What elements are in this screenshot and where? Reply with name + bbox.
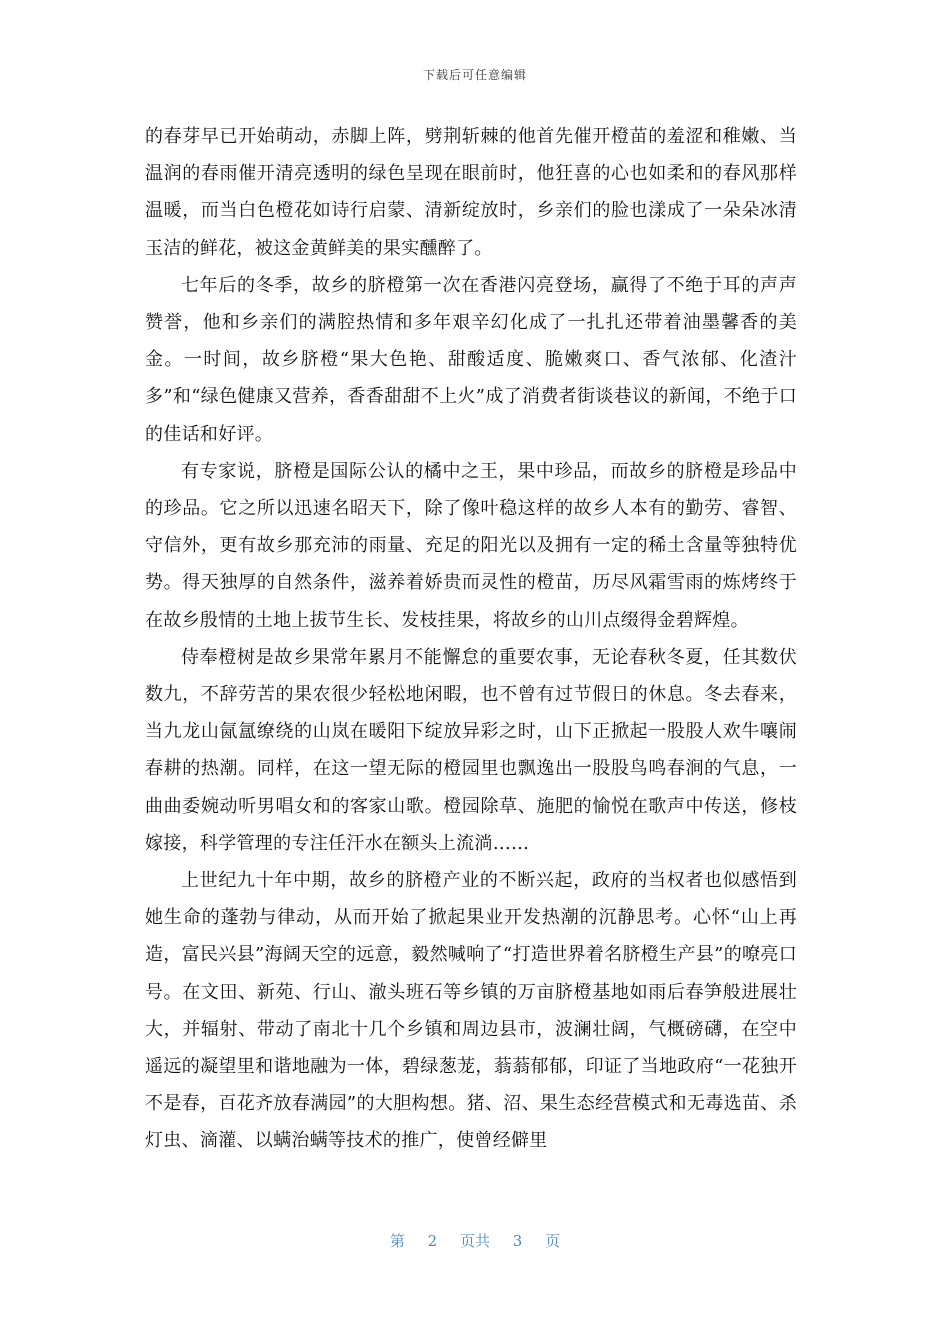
page-footer <box>0 1230 950 1251</box>
paragraph-5: 上世纪九十年中期，故乡的脐橙产业的不断兴起，政府的当权者也似感悟到她生命的蓬勃与律动，从而开始了掀起果业开发热潮的沉静思考。心怀“山上再造，富民兴县”海阔天空的远意，毅然喊响了“打造世界着名脐橙生产县”的嘹亮口号。在文田、新苑、行山、澈头班石等乡镇的万亩脐橙基地如雨后春笋般进展壮大，并辐射、带动了南北十几个乡镇和周边县市，波澜壮阔，气概磅礴，在空中遥远的凝望里和谐地融为一体，碧绿葱茏，蓊蓊郁郁，印证了当地政府“一花独开不是春，百花齐放春满园”的大胆构想。猪、沼、果生态经营模式和无毒选苗、杀灯虫、滴灌、以螨治螨等技术的推广，使曾经僻里 <box>145 870 797 1152</box>
footer-page-of-total-label: 页共 <box>459 1232 490 1250</box>
paragraph-4: 侍奉橙树是故乡果常年累月不能懈怠的重要农事，无论春秋冬夏，任其数伏数九，不辞劳苦的果农很少轻松地闲暇，也不曾有过节假日的休息。冬去春来，当九龙山氤氲缭绕的山岚在暖阳下绽放异彩之时，山下正掀起一股股人欢牛嚷闹春耕的热潮。同样，在这一望无际的橙园里也飘逸出一股股鸟鸣春涧的气息，一曲曲委婉动听男唱女和的客家山歌。橙园除草、施肥的愉悦在歌声中传送，修枝嫁接，科学管理的专注任汗水在额头上流淌…… <box>145 646 797 854</box>
paragraph-1: 的春芽早已开始萌动，赤脚上阵，劈荆斩棘的他首先催开橙苗的羞涩和稚嫩、当温润的春雨催开清亮透明的绿色呈现在眼前时，他狂喜的心也如柔和的春风那样温暖，而当白色橙花如诗行启蒙、清新绽放时，乡亲们的脸也漾成了一朵朵冰清玉洁的鲜花，被这金黄鲜美的果实醺醉了。 <box>145 126 797 259</box>
page-header: 下载后可任意编辑 <box>422 68 527 82</box>
paragraph-3: 有专家说，脐橙是国际公认的橘中之王，果中珍品，而故乡的脐橙是珍品中的珍品。它之所以迅速名昭天下，除了像叶稳这样的故乡人本有的勤劳、睿智、守信外，更有故乡那充沛的雨量、充足的阳光以及拥有一定的稀土含量等独特优势。得天独厚的自然条件，滋养着娇贵而灵性的橙苗，历尽风霜雪雨的炼烤终于在故乡殷情的土地上拔节生长、发枝挂果，将故乡的山川点缀得金碧辉煌。 <box>145 460 797 631</box>
paragraph-2: 七年后的冬季，故乡的脐橙第一次在香港闪亮登场，赢得了不绝于耳的声声赞誉，他和乡亲们的满腔热情和多年艰辛幻化成了一扎扎还带着油墨馨香的美金。一时间，故乡脐橙“果大色艳、甜酸适度、脆嫩爽口、香气浓郁、化渣汁多”和“绿色健康又营养，香香甜甜不上火”成了消费者街谈巷议的新闻，不绝于口的佳话和好评。 <box>145 274 797 445</box>
footer-current-page: 2 <box>427 1232 438 1250</box>
footer-total-pages: 3 <box>512 1232 523 1250</box>
document-body <box>145 118 797 1160</box>
footer-page-label-end: 页 <box>545 1232 561 1250</box>
footer-page-label-start: 第 <box>389 1232 405 1250</box>
